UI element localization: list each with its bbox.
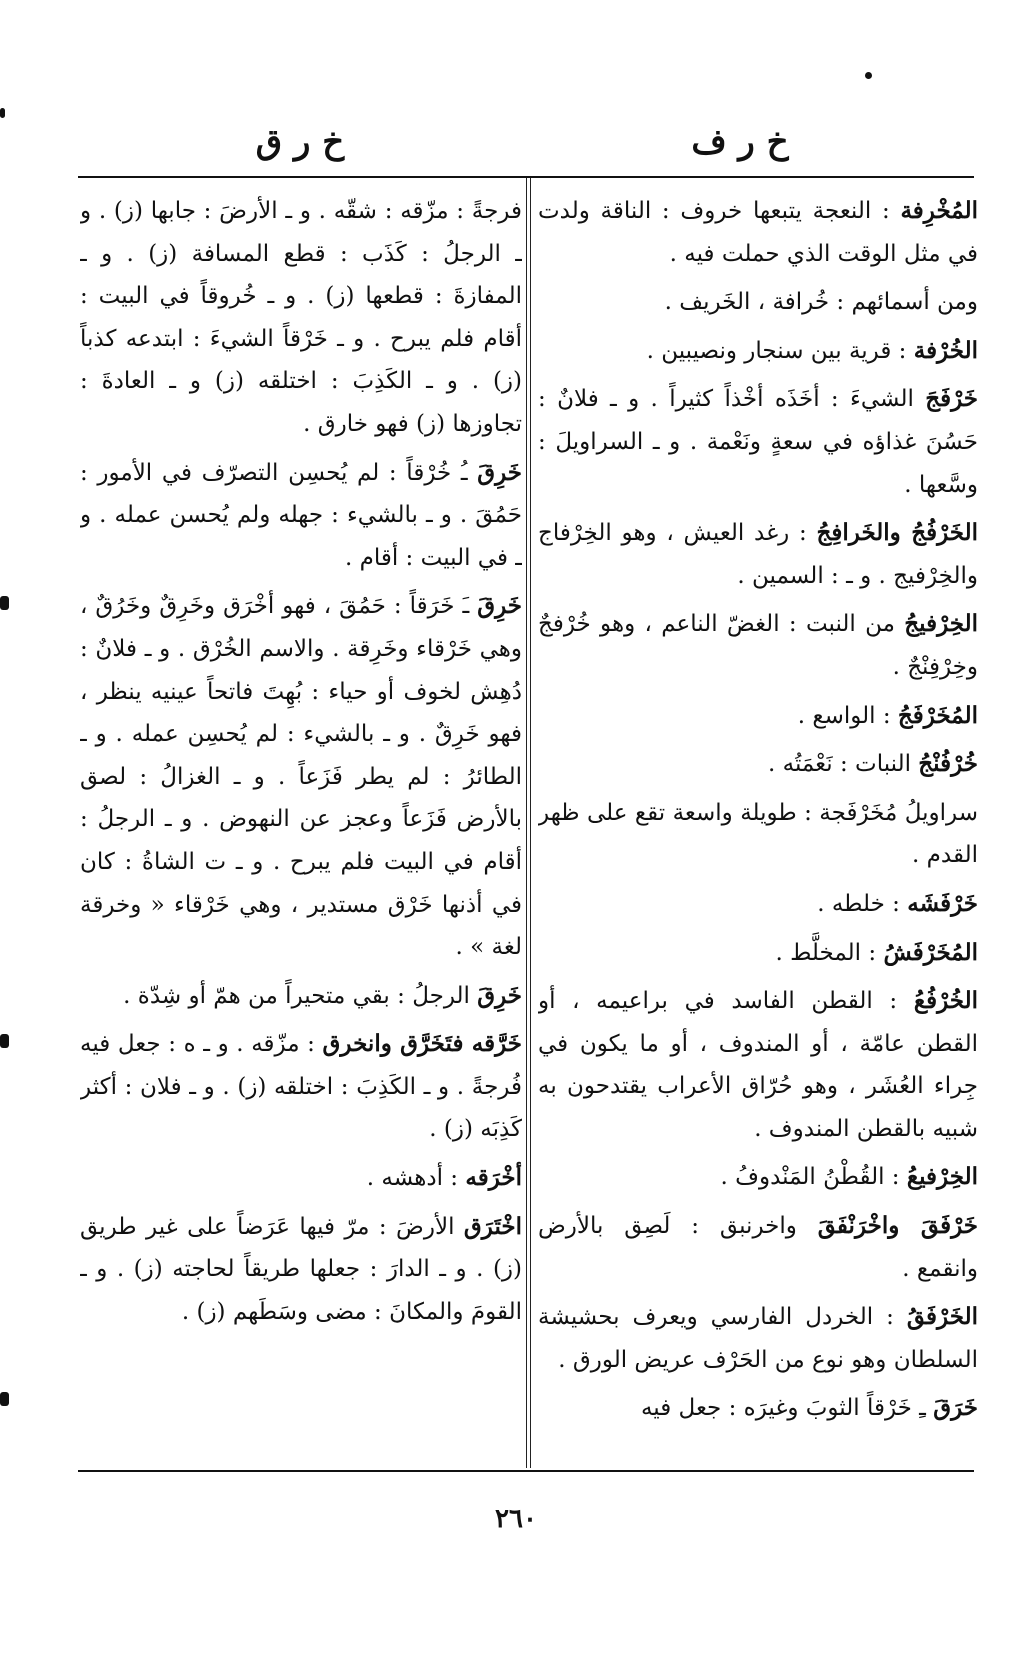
entry-definition: واخرنبق : لَصِق بالأرض وانقمع .: [538, 1213, 978, 1282]
right-column: [538, 190, 978, 1460]
dictionary-entry: [538, 883, 978, 926]
entry-headword: المُخْرِفة: [900, 197, 978, 224]
entry-headword: أخْرَقه: [465, 1164, 522, 1192]
entry-definition: : خلطه .: [817, 890, 908, 917]
dictionary-entry: [80, 585, 522, 968]
dictionary-entry: [80, 190, 522, 446]
entry-definition: الرجلُ : بقي متحيراً من همّ أو شِدّة .: [123, 982, 478, 1009]
binding-mark: [0, 1392, 9, 1406]
entry-headword: الخِرْفيعُ: [906, 1163, 978, 1191]
dictionary-entry: [538, 695, 978, 738]
entry-definition: : القطن الفاسد في براعيمه ، أو القطن عامّة ، أو المندوف ، أو ما يكون في جِراء العُشَر ، وهو حُرّاق الأعراب يقتدحون به شبيه بالقطن المندوف .: [538, 988, 978, 1142]
binding-mark: [0, 1034, 9, 1048]
entry-headword: الخُرْفة: [913, 336, 978, 364]
dictionary-entry: [538, 1296, 978, 1381]
entry-definition: : الخردل الفارسي ويعرف بحشيشة السلطان وهو نوع من الحَرْف عريض الورق .: [538, 1304, 978, 1373]
entry-headword: المُخَرْفَشُ: [883, 938, 978, 966]
dictionary-entry: [538, 980, 978, 1150]
entry-headword: خَرَقَ: [933, 1394, 978, 1422]
entry-definition: : رغد العيش ، وهو الخِرْفاج والخِرْفيج . و ـ : السمين .: [538, 520, 978, 589]
entry-headword: خُرْفُنْجُ: [918, 750, 978, 778]
page-number: ٢٦٠: [495, 1504, 537, 1534]
entry-headword: خَرِقَ: [477, 592, 522, 620]
entry-definition: فرجةً : مزّقه : شقّه . و ـ الأرضَ : جابها (ز) . و ـ الرجلُ : كَذَب : قطع المسافة (ز) . و ـ المفازةَ : قطعها (ز) . و ـ خُروقاً في البيت : أقام فلم يبرح . و ـ خَرْقاً الشيءَ : ابتدعه كذباً (ز) . و ـ الكَذِبَ : اختلقه (ز) و ـ العادةَ : تجاوزها (ز) فهو خارق .: [80, 198, 522, 437]
ink-dot: [865, 72, 872, 79]
entry-headword: خَرْفَشَه: [907, 889, 978, 917]
binding-mark: [0, 596, 9, 610]
dictionary-entry: [538, 330, 978, 373]
dictionary-entry: [538, 190, 978, 275]
dictionary-entry: [80, 1157, 522, 1200]
root-header-right: خ ر ف: [691, 122, 789, 162]
dictionary-entry: [538, 281, 978, 324]
entry-headword: الخِرْفيجُ: [904, 610, 978, 638]
dictionary-entry: [538, 1387, 978, 1430]
dictionary-entry: [538, 1205, 978, 1290]
entry-definition: ـِ خَرْقاً الثوبَ وغيرَه : جعل فيه: [640, 1395, 934, 1422]
dictionary-entry: [80, 1206, 522, 1334]
dictionary-entry: [80, 975, 522, 1018]
entry-definition: الأرضَ : مرّ فيها عَرَضاً على غير طريق (ز) . و ـ الدارَ : جعلها طريقاً لحاجته (ز) . و ـ القومَ والمكانَ : مضى وسَطَهم (ز) .: [80, 1213, 522, 1325]
entry-definition: : قرية بين سنجار ونصيبين .: [646, 337, 914, 364]
entry-headword: خَرِقَ: [477, 458, 522, 486]
column-divider: [530, 178, 531, 1468]
dictionary-entry: [80, 452, 522, 580]
entry-headword: الخَرْفُجُ والخَرافِجُ: [816, 519, 978, 547]
dictionary-entry: [538, 792, 978, 877]
binding-mark: [0, 108, 5, 118]
entry-definition: النبات : نَعْمَتُه .: [767, 751, 919, 778]
entry-definition: ومن أسمائهم : خُرافة ، الخَريف .: [664, 289, 978, 316]
entry-headword: خَرْفَقَ واخْرَنْفَقَ: [817, 1212, 978, 1240]
entry-headword: خَرْفَجَ: [925, 385, 978, 413]
entry-headword: الخُرْفُعُ: [913, 987, 978, 1015]
entry-headword: الخَرْفَقُ: [906, 1303, 978, 1331]
dictionary-entry: [538, 378, 978, 506]
entry-headword: اخْتَرَق: [463, 1212, 522, 1240]
dictionary-entry: [538, 512, 978, 597]
dictionary-entry: [538, 932, 978, 975]
entry-definition: : مزّقه . و ـ ه : جعل فيه فُرجةً . و ـ الكَذِبَ : اختلقه (ز) . و ـ فلان : أكثر كَذِبَه (ز) .: [80, 1031, 522, 1143]
root-header-left: خ ر ق: [255, 122, 345, 162]
entry-definition: : المخلَّط .: [775, 939, 884, 966]
entry-definition: : الواسع .: [797, 702, 898, 729]
column-divider: [526, 178, 527, 1468]
dictionary-entry: [538, 1156, 978, 1199]
entry-definition: : أدهشه .: [366, 1165, 466, 1192]
entry-definition: من النبت : الغضّ الناعم ، وهو خُرْفجٌ وخِرْفِنْجٌ .: [538, 611, 978, 680]
dictionary-entry: [538, 743, 978, 786]
left-column: [80, 190, 522, 1460]
entry-headword: خَرَّقه فتَخَرَّق وانخرق: [322, 1030, 522, 1058]
dictionary-entry: [80, 1023, 522, 1151]
entry-definition: : النعجة يتبعها خروف : الناقة ولدت في مثل الوقت الذي حملت فيه .: [538, 198, 978, 267]
entry-definition: سراويلُ مُخَرْفَجة : طويلة واسعة تقع على ظهر القدم .: [538, 799, 978, 869]
entry-definition: ـُ خُرْقاً : لم يُحسِن التصرّف في الأمور : حَمُقَ . و ـ بالشيء : جهله ولم يُحسن عمله . و ـ في البيت : أقام .: [80, 459, 522, 571]
bottom-rule: [78, 1470, 974, 1472]
entry-headword: المُخَرْفَجُ: [897, 701, 978, 729]
entry-definition: ـَ خَرَقاً : حَمُقَ ، فهو أخْرَق وخَرِقٌ وخَرُقٌ ، وهي خَرْقاء وخَرِقة . والاسم الخُرْق . و ـ فلانٌ : دُهِش لخوف أو حياء : بُهِتَ فاتحاً عينيه ينظر ، فهو خَرِقٌ . و ـ بالشيء : لم يُحسِن عمله . و ـ الطائرُ : لم يطر فَزَعاً . و ـ الغزالُ : لصق بالأرض فَزَعاً وعجز عن النهوض . و ـ الرجلُ : أقام في البيت فلم يبرح . و ـ ت الشاةُ : كان في أذنها خَرْق مستدير ، وهي خَرْقاء « وخرقة لغة » .: [80, 593, 522, 961]
entry-definition: : القُطْنُ المَنْدوفُ .: [720, 1164, 907, 1191]
dictionary-entry: [538, 603, 978, 688]
entry-definition: الشيءَ : أخَذَه أخْذاً كثيراً . و ـ فلانٌ : حَسُنَ غذاؤه في سعةٍ ونَعْمة . و ـ السراويلَ : وسَّعها .: [538, 386, 978, 498]
entry-headword: خَرِقَ: [477, 981, 522, 1009]
